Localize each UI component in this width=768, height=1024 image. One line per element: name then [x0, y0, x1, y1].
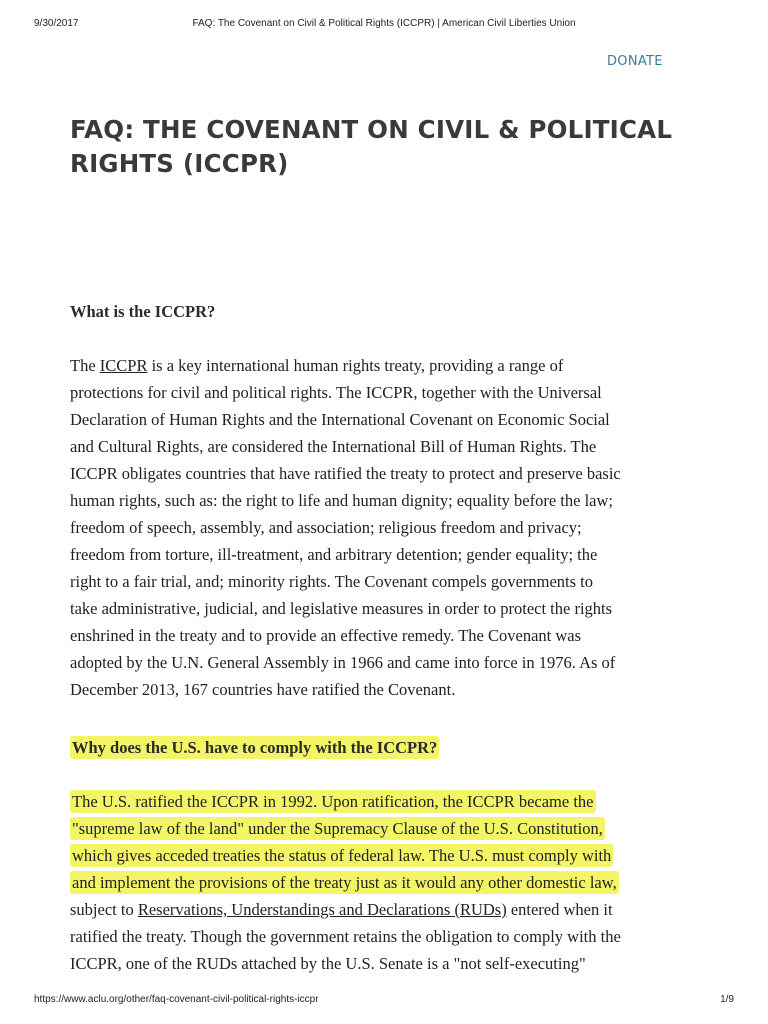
paragraph-line: enshrined in the treaty and to provide an effective remedy. The Covenant was	[70, 626, 582, 645]
highlighted-text: "supreme law of the land" under the Supremacy Clause of the U.S. Constitution,	[72, 819, 603, 838]
paragraph-line: December 2013, 167 countries have ratified the Covenant.	[70, 680, 456, 699]
donate-link[interactable]: DONATE	[607, 54, 663, 69]
section-why-comply-paragraph	[70, 788, 710, 977]
text-run: is a key international human rights treaty, providing a range of	[147, 356, 564, 375]
paragraph-line	[70, 896, 710, 923]
paragraph-line: right to a fair trial, and; minority rights. The Covenant compels governments to	[70, 572, 594, 591]
text-run: subject to	[70, 900, 138, 919]
section-what-is-iccpr	[70, 298, 710, 325]
paragraph-line	[70, 352, 710, 379]
page-number: 1/9	[720, 994, 734, 1005]
paragraph-line: human rights, such as: the right to life and human dignity; equality before the law;	[70, 491, 614, 510]
paragraph-line: adopted by the U.N. General Assembly in 1966 and came into force in 1976. As of	[70, 653, 616, 672]
paragraph-line	[70, 815, 710, 842]
ruds-link[interactable]: Reservations, Understandings and Declarations (RUDs)	[137, 900, 507, 919]
text-run: The	[70, 356, 100, 375]
section-what-is-iccpr-paragraph	[70, 352, 710, 703]
paragraph-line: ratified the treaty. Though the government retains the obligation to comply with the	[70, 927, 621, 946]
highlighted-text: which gives acceded treaties the status of federal law. The U.S. must comply with	[72, 846, 612, 865]
paragraph-line: ICCPR, one of the RUDs attached by the U.S. Senate is a "not self-executing"	[70, 954, 586, 973]
paragraph-line: freedom from torture, ill-treatment, and arbitrary detention; gender equality; the	[70, 545, 598, 564]
paragraph-line: ICCPR obligates countries that have ratified the treaty to protect and preserve basic	[70, 464, 621, 483]
paragraph-line: take administrative, judicial, and legislative measures in order to protect the rights	[70, 599, 613, 618]
highlighted-heading: Why does the U.S. have to comply with the ICCPR?	[72, 738, 438, 757]
print-page-title: FAQ: The Covenant on Civil & Political Rights (ICCPR) | American Civil Liberties Union	[192, 18, 576, 29]
iccpr-link[interactable]: ICCPR	[99, 356, 148, 375]
section-heading	[70, 734, 710, 761]
paragraph-line: and Cultural Rights, are considered the International Bill of Human Rights. The	[70, 437, 597, 456]
paragraph-line: Declaration of Human Rights and the International Covenant on Economic Social	[70, 410, 610, 429]
print-footer	[34, 994, 734, 1008]
print-date: 9/30/2017	[34, 18, 79, 29]
text-run: entered when it	[506, 900, 613, 919]
print-url: https://www.aclu.org/other/faq-covenant-civil-political-rights-iccpr	[34, 994, 319, 1005]
highlighted-text: The U.S. ratified the ICCPR in 1992. Upon ratification, the ICCPR became the	[72, 792, 594, 811]
paragraph-line	[70, 869, 710, 896]
paragraph-line	[70, 788, 710, 815]
paragraph-line: freedom of speech, assembly, and association; religious freedom and privacy;	[70, 518, 582, 537]
paragraph-line	[70, 842, 710, 869]
page-title: FAQ: THE COVENANT ON CIVIL & POLITICAL RIGHTS (ICCPR)	[70, 115, 673, 178]
section-why-comply	[70, 734, 710, 761]
section-heading: What is the ICCPR?	[70, 302, 216, 321]
print-header	[34, 18, 734, 32]
paragraph-line: protections for civil and political rights. The ICCPR, together with the Universal	[70, 383, 602, 402]
highlighted-text: and implement the provisions of the treaty just as it would any other domestic law,	[72, 873, 617, 892]
